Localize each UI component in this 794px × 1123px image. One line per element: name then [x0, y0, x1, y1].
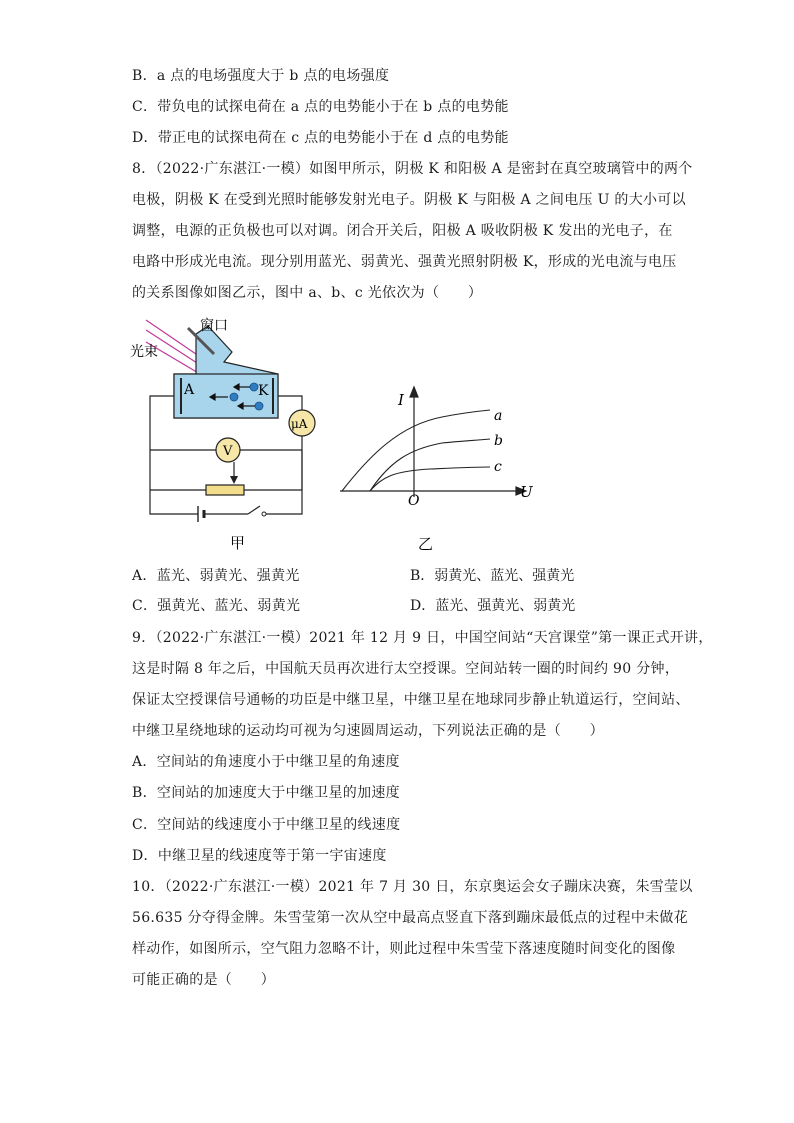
q7-option-c: C．带负电的试探电荷在 a 点的电势能小于在 b 点的电势能: [132, 99, 509, 115]
q8-option-b: B．弱黄光、蓝光、强黄光: [410, 568, 575, 584]
label-beam: 光束: [130, 344, 158, 360]
q7-option-b: B．a 点的电场强度大于 b 点的电场强度: [132, 68, 390, 84]
label-microammeter: μA: [291, 417, 308, 431]
curve-b-label: b: [494, 433, 503, 449]
q9-option-a: A．空间站的角速度小于中继卫星的角速度: [132, 754, 400, 770]
q8-stem-line-5: 的关系图像如图乙示，图中 a、b、c 光依次为（ ）: [132, 285, 483, 301]
q10-stem-line-4: 可能正确的是（ ）: [132, 972, 275, 988]
q9-stem-line-4: 中继卫星绕地球的运动均可视为匀速圆周运动，下列说法正确的是（ ）: [132, 723, 604, 739]
caption-yi: 乙: [418, 535, 434, 553]
q8-stem-line-1: 8．（2022·广东湛江·一模）如图甲所示，阴极 K 和阳极 A 是密封在真空玻璃管中的两个: [132, 161, 693, 177]
origin-label: O: [408, 493, 420, 509]
axis-i-label: I: [398, 391, 404, 409]
q10-stem-line-2: 56.635 分夺得金牌。朱雪莹第一次从空中最高点竖直下落到蹦床最低点的过程中未做花: [132, 910, 689, 926]
q10-stem-line-1: 10．（2022·广东湛江·一模）2021 年 7 月 30 日，东京奥运会女子蹦床决赛，朱雪莹以: [132, 879, 693, 895]
q8-option-c: C．强黄光、蓝光、弱黄光: [132, 598, 301, 614]
q8-option-a: A．蓝光、弱黄光、强黄光: [132, 568, 300, 584]
caption-jia: 甲: [230, 534, 246, 552]
q9-stem-line-2: 这是时隔 8 年之后，中国航天员再次进行太空授课。空间站转一圈的时间约 90 分钟，: [132, 661, 680, 677]
curve-c: [370, 467, 490, 491]
rheostat: [206, 485, 244, 495]
switch-icon: [248, 506, 260, 514]
label-anode: A: [184, 382, 195, 398]
circuit-figure: [128, 312, 328, 557]
q7-option-d: D．带正电的试探电荷在 c 点的电势能小于在 d 点的电势能: [132, 130, 509, 146]
q9-option-b: B．空间站的加速度大于中继卫星的加速度: [132, 785, 400, 801]
label-voltmeter: V: [223, 444, 233, 459]
curve-c-label: c: [494, 459, 502, 475]
q9-option-c: C．空间站的线速度小于中继卫星的线速度: [132, 817, 401, 833]
q9-option-d: D．中继卫星的线速度等于第一宇宙速度: [132, 848, 387, 864]
q8-stem-line-3: 调整，电源的正负极也可以对调。闭合开关后，阳极 A 吸收阴极 K 发出的光电子，在: [132, 223, 673, 239]
curve-b: [370, 439, 490, 491]
q9-stem-line-1: 9．（2022·广东湛江·一模）2021 年 12 月 9 日，中国空间站“天宫课堂”第一课正式开讲，: [132, 630, 713, 646]
label-cathode: K: [258, 383, 269, 399]
q8-stem-line-4: 电路中形成光电流。现分别用蓝光、弱黄光、强黄光照射阴极 K，形成的光电流与电压: [132, 254, 677, 270]
curve-a-label: a: [494, 408, 503, 424]
q8-stem-line-2: 电极，阴极 K 在受到光照时能够发射光电子。阴极 K 与阳极 A 之间电压 U 的大小可以: [132, 192, 686, 208]
q10-stem-line-3: 样动作，如图所示，空气阻力忽略不计，则此过程中朱雪莹下落速度随时间变化的图像: [132, 941, 676, 957]
axis-u-label: U: [520, 483, 533, 501]
label-window: 窗口: [200, 318, 228, 334]
q8-option-d: D．蓝光、强黄光、弱黄光: [410, 598, 576, 614]
q9-stem-line-3: 保证太空授课信号通畅的功臣是中继卫星，中继卫星在地球同步静止轨道运行，空间站、: [132, 692, 690, 708]
iu-graph-figure: [330, 385, 540, 557]
